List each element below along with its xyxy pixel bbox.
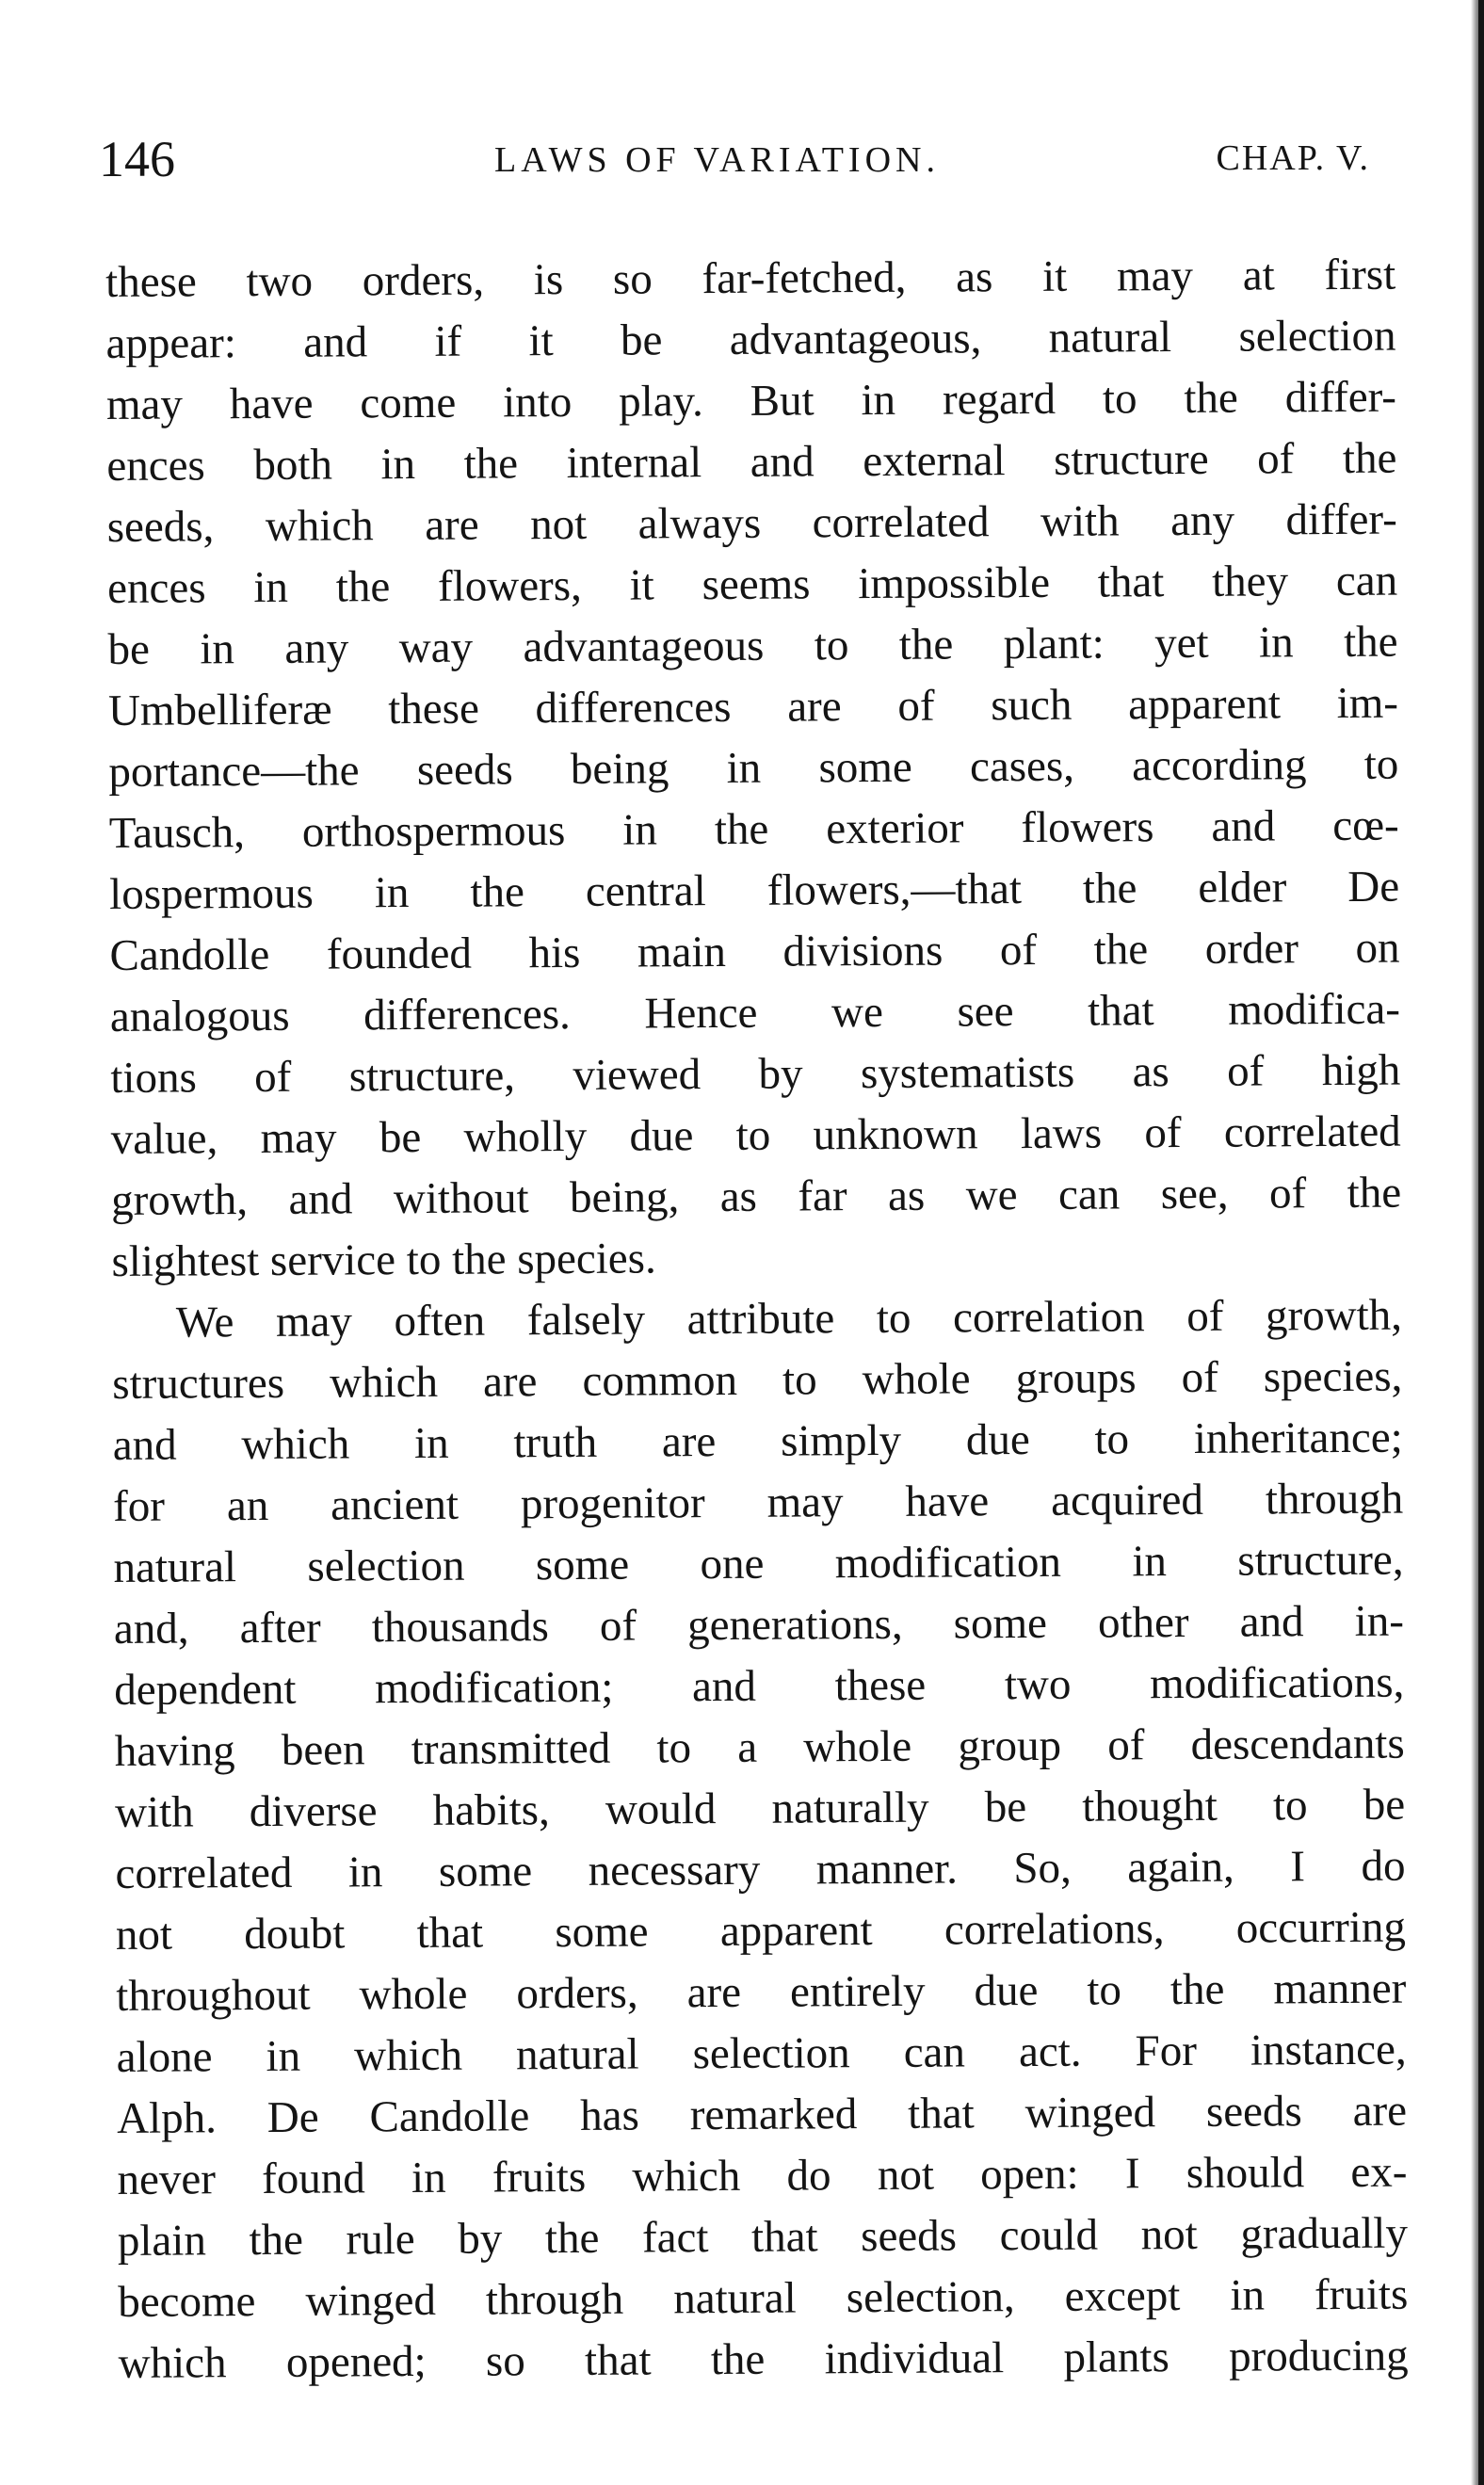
text-line: growth, and without being, as far as we can see, of the — [110, 1168, 1402, 1225]
text-line: these two orders, is so far-fetched, as it may at first — [105, 250, 1396, 307]
text-line: Umbelliferæ these differences are of such apparent im- — [107, 678, 1399, 735]
text-line: be in any way advantageous to the plant: yet in the — [107, 617, 1398, 674]
text-line: correlated in some necessary manner. So, again, I do — [115, 1841, 1406, 1898]
text-line: and which in truth are simply due to inheritance; — [112, 1412, 1403, 1470]
text-line: lospermous in the central flowers,—that the elder De — [109, 862, 1400, 919]
running-title: LAWS OF VARIATION. — [494, 140, 940, 180]
text-line: analogous differences. Hence we see that modifica- — [109, 984, 1401, 1041]
text-line: Tausch, orthospermous in the exterior flowers and cœ- — [108, 800, 1399, 858]
text-line: slightest service to the species. — [111, 1234, 656, 1286]
text-line: tions of structure, viewed by systematists as of high — [110, 1045, 1401, 1103]
paragraph-1 — [105, 245, 1402, 1293]
text-line: portance—the seeds being in some cases, according to — [108, 739, 1399, 797]
text-line: plain the rule by the fact that seeds could not gradually — [117, 2208, 1409, 2266]
text-line: appear: and if it be advantageous, natural selection — [105, 311, 1396, 368]
text-line: natural selection some one modification in structure, — [113, 1535, 1404, 1592]
text-line: and, after thousands of generations, some other and in- — [113, 1596, 1405, 1654]
text-line: never found in fruits which do not open: I should ex- — [117, 2147, 1408, 2204]
text-line: Candolle founded his main divisions of the order on — [109, 923, 1400, 980]
text-line: alone in which natural selection can act. For instance, — [116, 2025, 1407, 2082]
text-line: We may often falsely attribute to correlation of growth, — [175, 1290, 1403, 1347]
text-line: ences both in the internal and external structure of the — [106, 433, 1397, 491]
page-edge-dark — [1478, 0, 1484, 2485]
text-line: become winged through natural selection, except in fruits — [118, 2269, 1409, 2327]
text-line: throughout whole orders, are entirely due to the manner — [116, 1963, 1407, 2021]
page-number: 146 — [99, 131, 175, 187]
text-line: with diverse habits, would naturally be thought to be — [114, 1780, 1406, 1837]
text-line: having been transmitted to a whole group of descendants — [114, 1719, 1405, 1776]
text-line: ences in the flowers, it seems impossible that they can — [107, 556, 1398, 613]
text-line: structures which are common to whole groups of species, — [112, 1351, 1403, 1409]
text-line: not doubt that some apparent correlations, occurring — [115, 1902, 1407, 1960]
text-line: dependent modification; and these two modifications, — [114, 1657, 1405, 1715]
body-text — [105, 245, 1409, 2395]
text-line: value, may be wholly due to unknown laws of correlated — [110, 1106, 1401, 1164]
text-line: Alph. De Candolle has remarked that winged seeds are — [116, 2086, 1408, 2143]
text-line: seeds, which are not always correlated with any differ- — [106, 494, 1397, 552]
text-line: which opened; so that the individual plants producing — [118, 2331, 1409, 2388]
page-header — [99, 130, 1370, 196]
text-line: for an ancient progenitor may have acquired through — [112, 1474, 1404, 1531]
text-line: may have come into play. But in regard to the differ- — [105, 372, 1397, 429]
paragraph-2 — [112, 1285, 1409, 2395]
chapter-reference: CHAP. V. — [1216, 138, 1370, 178]
